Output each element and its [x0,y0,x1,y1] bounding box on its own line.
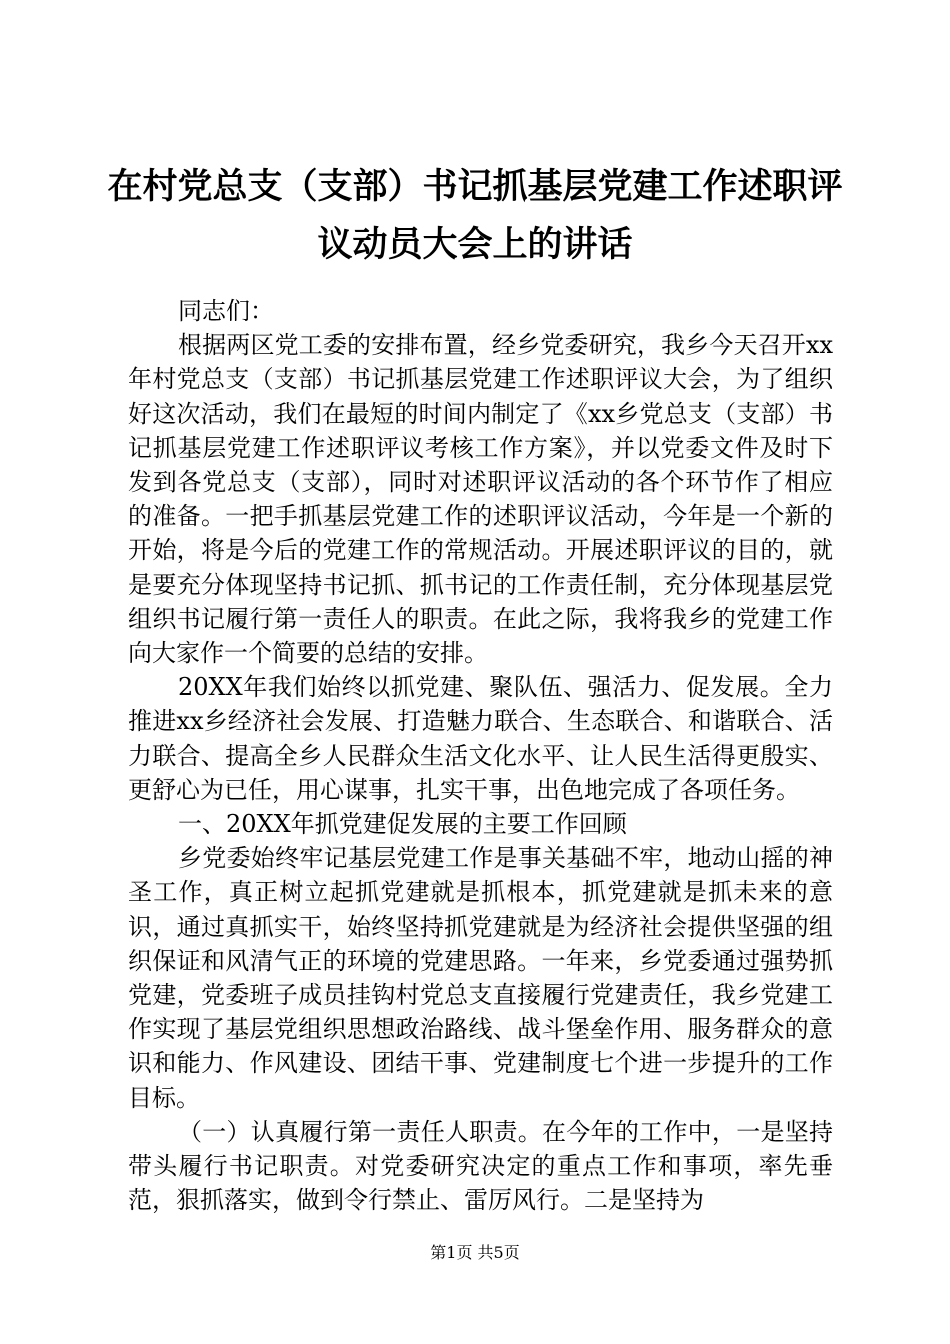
document-title: 在村党总支（支部）书记抓基层党建工作述职评议动员大会上的讲话 [107,166,843,265]
salutation: 同志们： [178,297,274,325]
paragraph: 乡党委始终牢记基层党建工作是事关基础不牢，地动山摇的神圣工作，真正树立起抓党建就是抓根本，抓党建就是抓未来的意识，通过真抓实干，始终坚持抓党建就是为经济社会提供坚强的组织保证和风清气正的环境的党建思路。一年来，乡党委通过强势抓党建，党委班子成员挂钩村党总支直接履行党建责任，我乡党建工作实现了基层党组织思想政治路线、战斗堡垒作用、服务群众的意识和能力、作风建设、团结干事、党建制度七个进一步提升的工作目标。 [128,844,833,1112]
paragraph: 20XX年我们始终以抓党建、聚队伍、强活力、促发展。全力推进xx乡经济社会发展、打造魅力联合、生态联合、和谐联合、活力联合、提高全乡人民群众生活文化水平、让人民生活得更殷实、更舒心为已任，用心谋事，扎实干事，出色地完成了各项任务。 [128,673,833,804]
document-body [128,294,833,1217]
section-heading: 一、20XX年抓党建促发展的主要工作回顾 [178,810,627,839]
paragraph: （一）认真履行第一责任人职责。在今年的工作中，一是坚持带头履行书记职责。对党委研究决定的重点工作和事项，率先垂范，狠抓落实，做到令行禁止、雷厉风行。二是坚持为 [128,1117,833,1215]
paragraph: 根据两区党工委的安排布置，经乡党委研究，我乡今天召开xx年村党总支（支部）书记抓基层党建工作述职评议大会，为了组织好这次活动，我们在最短的时间内制定了《xx乡党总支（支部）书记抓基层党建工作述职评议考核工作方案》，并以党委文件及时下发到各党总支（支部），同时对述职评议活动的各个环节作了相应的准备。一把手抓基层党建工作的述职评议活动，今年是一个新的开始，将是今后的党建工作的常规活动。开展述职评议的目的，就是要充分体现坚持书记抓、抓书记的工作责任制，充分体现基层党组织书记履行第一责任人的职责。在此之际，我将我乡的党建工作向大家作一个简要的总结的安排。 [128,331,833,668]
page-footer: 第1页 共5页 [430,1243,520,1262]
